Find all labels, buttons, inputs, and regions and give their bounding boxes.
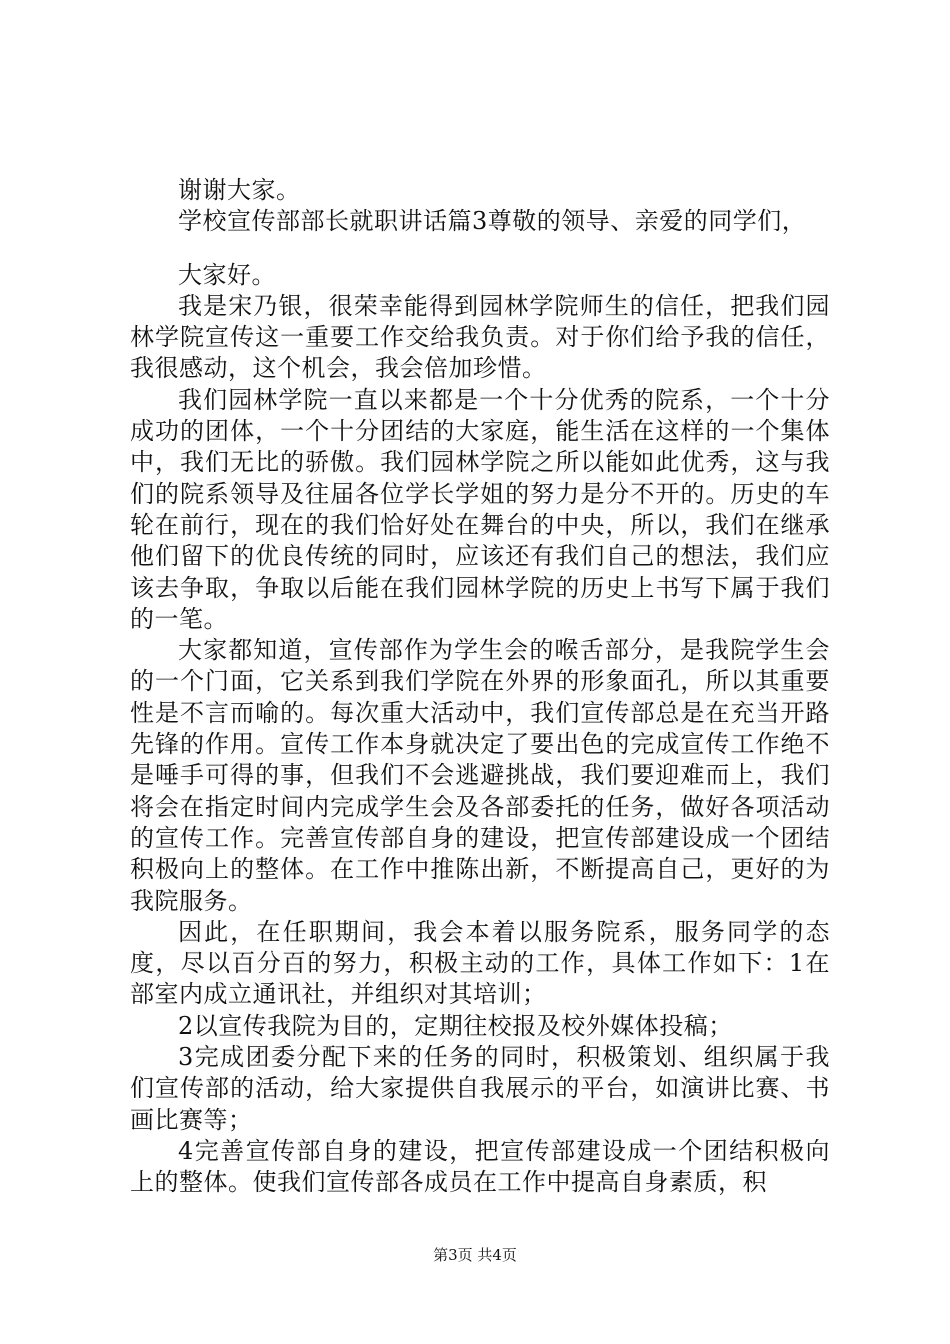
paragraph-speech-title: 学校宣传部部长就职讲话篇3尊敬的领导、亲爱的同学们， [178, 207, 807, 236]
paragraph-thanks: 谢谢大家。 [178, 176, 301, 204]
paragraph-publicity-role: 大家都知道，宣传部作为学生会的喉舌部分，是我院学生会的一个门面，它关系到我们学院在外界的形象面孔，所以其重要性是不言而喻的。每次重大活动中，我们宣传部总是在充当开路先锋的作用。宣传工作本身就决定了要出色的完成宣传工作绝不是唾手可得的事，但我们不会逃避挑战，我们要迎难而上，我们将会在指定时间内完成学生会及各部委托的任务，做好各项活动的宣传工作。完善宣传部自身的建设，把宣传部建设成一个团结积极向上的整体。在工作中推陈出新，不断提高自己，更好的为我院服务。 [130, 636, 830, 915]
paragraph-work-plan-item-1: 因此，在任职期间，我会本着以服务院系，服务同学的态度，尽以百分百的努力，积极主动的工作，具体工作如下：1在部室内成立通讯社，并组织对其培训； [130, 917, 830, 1009]
paragraph-work-plan-item-3: 3完成团委分配下来的任务的同时，积极策划、组织属于我们宣传部的活动，给大家提供自我展示的平台，如演讲比赛、书画比赛等； [130, 1043, 830, 1134]
paragraph-greeting: 大家好。 [178, 260, 276, 289]
paragraph-introduction: 我是宋乃银，很荣幸能得到园林学院师生的信任，把我们园林学院宣传这一重要工作交给我负责。对于你们给予我的信任，我很感动，这个机会，我会倍加珍惜。 [130, 291, 830, 383]
page-number-footer: 第3页 共4页 [433, 1246, 517, 1264]
document-body [130, 175, 830, 1199]
paragraph-work-plan-item-4: 4完善宣传部自身的建设，把宣传部建设成一个团结积极向上的整体。使我们宣传部各成员在工作中提高自身素质，积 [130, 1136, 830, 1197]
paragraph-work-plan-item-2: 2以宣传我院为目的，定期往校报及校外媒体投稿； [178, 1011, 733, 1040]
paragraph-college-pride: 我们园林学院一直以来都是一个十分优秀的院系，一个十分成功的团体，一个十分团结的大家庭，能生活在这样的一个集体中，我们无比的骄傲。我们园林学院之所以能如此优秀，这与我们的院系领导及往届各位学长学姐的努力是分不开的。历史的车轮在前行，现在的我们恰好处在舞台的中央，所以，我们在继承他们留下的优良传统的同时，应该还有我们自己的想法，我们应该去争取，争取以后能在我们园林学院的历史上书写下属于我们的一笔。 [130, 385, 830, 633]
